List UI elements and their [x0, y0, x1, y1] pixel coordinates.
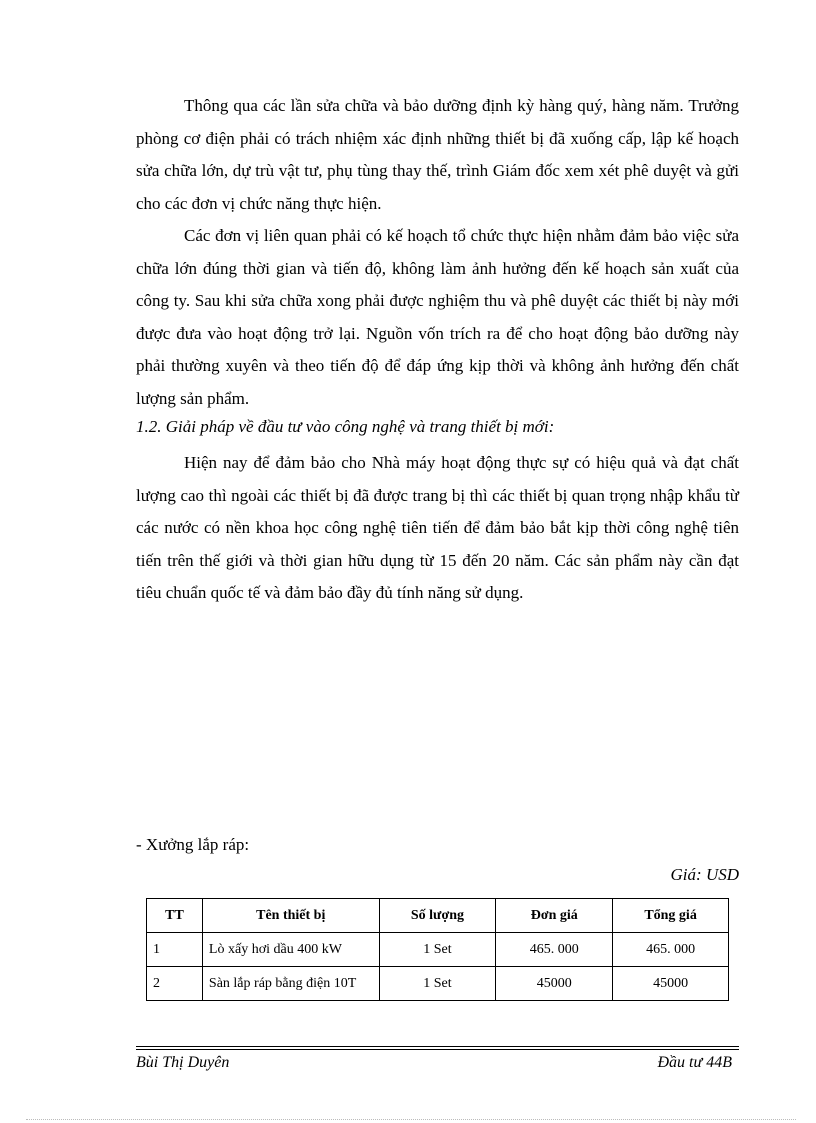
workshop-label: - Xưởng lắp ráp:	[136, 835, 250, 854]
paragraph-maintenance-review: Thông qua các lần sửa chữa và bảo dưỡng định kỳ hàng quý, hàng năm. Trưởng phòng cơ điện phải có trách nhiệm xác định những thiết bị đã xuống cấp, lập kế hoạch sửa chữa lớn, dự trù vật tư, phụ tùng thay thế, trình Giám đốc xem xét phê duyệt và gửi cho các đơn vị chức năng thực hiện.	[136, 96, 739, 213]
page-edge-dotted-line	[26, 1119, 796, 1120]
section-heading: 1.2. Giải pháp về đầu tư vào công nghệ và trang thiết bị mới:	[136, 417, 555, 436]
cell-tt: 1	[147, 933, 203, 967]
cell-tt: 2	[147, 967, 203, 1001]
header-tt: TT	[147, 899, 203, 933]
cell-equipment-name: Lò xấy hơi dầu 400 kW	[202, 933, 379, 967]
header-total-price: Tổng giá	[613, 899, 729, 933]
table-row	[147, 933, 729, 967]
footer-class: Đầu tư 44B	[657, 1054, 732, 1071]
header-quantity: Số lượng	[379, 899, 496, 933]
footer-rule-bottom	[136, 1049, 739, 1050]
cell-quantity: 1 Set	[379, 933, 496, 967]
header-equipment-name: Tên thiết bị	[202, 899, 379, 933]
cell-unit-price: 465. 000	[496, 933, 613, 967]
cell-unit-price: 45000	[496, 967, 613, 1001]
paragraph-repair-plan: Các đơn vị liên quan phải có kế hoạch tổ chức thực hiện nhằm đảm bảo việc sửa chữa lớn đúng thời gian và tiến độ, không làm ảnh hưởng đến kế hoạch sản xuất của công ty. Sau khi sửa chữa xong phải được nghiệm thu và phê duyệt các thiết bị này mới được đưa vào hoạt động trở lại. Nguồn vốn trích ra để cho hoạt động bảo dưỡng này phải thường xuyên và theo tiến độ để đáp ứng kịp thời và không ảnh hưởng đến chất lượng sản phẩm.	[136, 226, 739, 408]
equipment-table	[146, 898, 729, 1001]
cell-equipment-name: Sàn lắp ráp bằng điện 10T	[202, 967, 379, 1001]
header-unit-price: Đơn giá	[496, 899, 613, 933]
footer-rule-top	[136, 1046, 739, 1047]
cell-total-price: 45000	[613, 967, 729, 1001]
footer-author: Bùi Thị Duyên	[136, 1054, 230, 1071]
cell-total-price: 465. 000	[613, 933, 729, 967]
price-unit-label: Giá: USD	[670, 865, 739, 884]
cell-quantity: 1 Set	[379, 967, 496, 1001]
paragraph-technology-investment: Hiện nay để đảm bảo cho Nhà máy hoạt động thực sự có hiệu quả và đạt chất lượng cao thì ngoài các thiết bị đã được trang bị thì các thiết bị quan trọng nhập khẩu từ các nước có nền khoa học công nghệ tiên tiến để đảm bảo bắt kịp thời công nghệ tiên tiến trên thế giới và thời gian hữu dụng từ 15 đến 20 năm. Các sản phẩm này cần đạt tiêu chuẩn quốc tế và đảm bảo đầy đủ tính năng sử dụng.	[136, 453, 739, 602]
table-header-row	[147, 899, 729, 933]
table-row	[147, 967, 729, 1001]
